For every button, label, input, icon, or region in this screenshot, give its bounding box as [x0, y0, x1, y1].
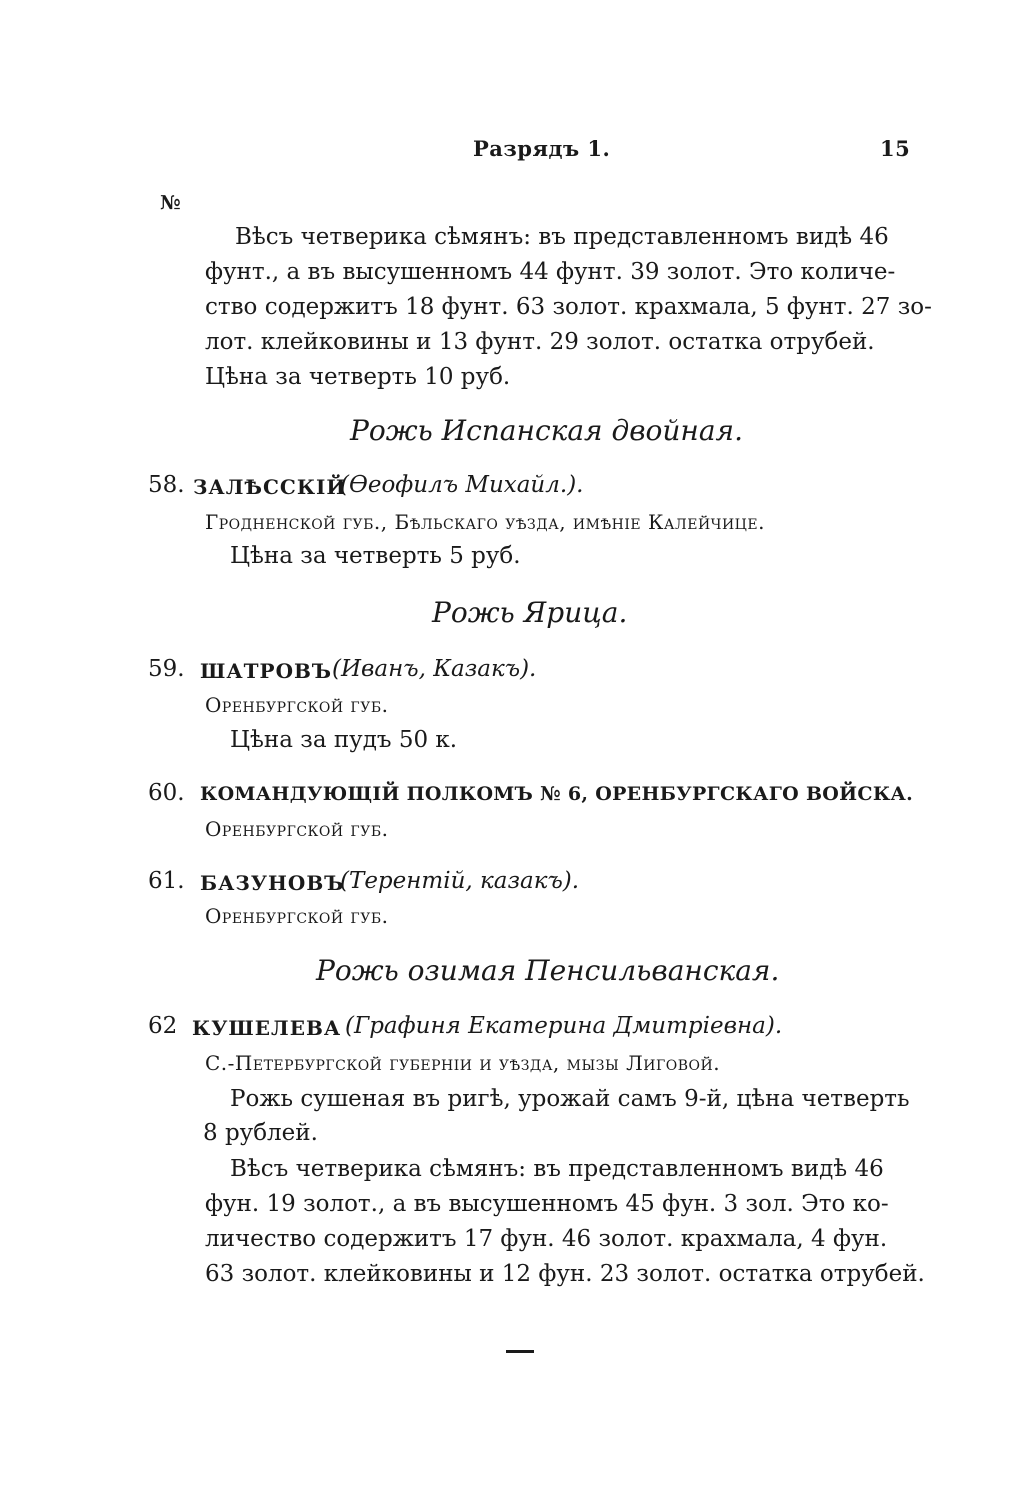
entry-person: (Графиня Екатерина Дмитріевна).	[345, 1013, 783, 1039]
closing-dash	[506, 1350, 534, 1353]
entry-weight-line: фун. 19 золот., а въ высушенномъ 45 фун. 3 зол. Это ко-	[205, 1191, 889, 1217]
entry-place: Оренбургской губ.	[205, 693, 389, 717]
page-number: 15	[880, 136, 911, 161]
entry-desc-line: Рожь сушеная въ ригѣ, урожай самъ 9-й, цѣна четверть	[230, 1086, 910, 1112]
intro-line: Вѣсъ четверика сѣмянъ: въ представленномъ видѣ 46	[235, 224, 889, 250]
entry-number: 61.	[148, 868, 185, 894]
entry-weight-line: личество содержитъ 17 фун. 46 золот. крахмала, 4 фун.	[205, 1226, 888, 1252]
entry-place: Оренбургской губ.	[205, 904, 389, 928]
entry-name: ШАТРОВЪ	[200, 659, 333, 683]
entry-price: Цѣна за четверть 5 руб.	[230, 543, 521, 569]
intro-line: лот. клейковины и 13 фунт. 29 золот. остатка отрубей.	[205, 329, 875, 355]
section-heading: Рожь Ярица.	[432, 596, 628, 629]
entry-place: Гродненской губ., Бѣльскаго уѣзда, имѣніе Калейчице.	[205, 510, 765, 534]
running-header: Разрядъ 1.	[473, 136, 611, 161]
section-heading: Рожь озимая Пенсильванская.	[316, 954, 780, 987]
entry-number: 59.	[148, 656, 185, 682]
entry-number: 60.	[148, 780, 185, 806]
entry-person: (Иванъ, Казакъ).	[332, 656, 537, 682]
entry-price: Цѣна за пудъ 50 к.	[230, 727, 458, 753]
intro-line: Цѣна за четверть 10 руб.	[205, 364, 511, 390]
section-heading: Рожь Испанская двойная.	[350, 414, 743, 447]
entry-number: 62	[148, 1013, 178, 1039]
number-sign: №	[160, 192, 181, 214]
entry-desc-line: 8 рублей.	[203, 1120, 318, 1146]
entry-place: С.-Петербургской губерніи и уѣзда, мызы Лиговой.	[205, 1051, 721, 1075]
intro-line: фунт., а въ высушенномъ 44 фунт. 39 золот. Это количе-	[205, 259, 896, 285]
entry-name: ЗАЛѢССКІЙ	[193, 475, 347, 499]
entry-name: КУШЕЛЕВА	[192, 1016, 342, 1040]
entry-number: 58.	[148, 472, 185, 498]
entry-weight-line: Вѣсъ четверика сѣмянъ: въ представленномъ видѣ 46	[230, 1156, 884, 1182]
entry-name: КОМАНДУЮЩІЙ ПОЛКОМЪ № 6, ОРЕНБУРГСКАГО ВОЙСКА.	[200, 783, 914, 805]
entry-name: БАЗУНОВЪ	[200, 871, 345, 895]
entry-person: (Терентій, казакъ).	[340, 868, 580, 894]
entry-place: Оренбургской губ.	[205, 817, 389, 841]
intro-line: ство содержитъ 18 фунт. 63 золот. крахмала, 5 фунт. 27 зо-	[205, 294, 932, 320]
entry-person: (Ѳеофилъ Михайл.).	[340, 472, 584, 498]
entry-weight-line: 63 золот. клейковины и 12 фун. 23 золот. остатка отрубей.	[205, 1261, 925, 1287]
